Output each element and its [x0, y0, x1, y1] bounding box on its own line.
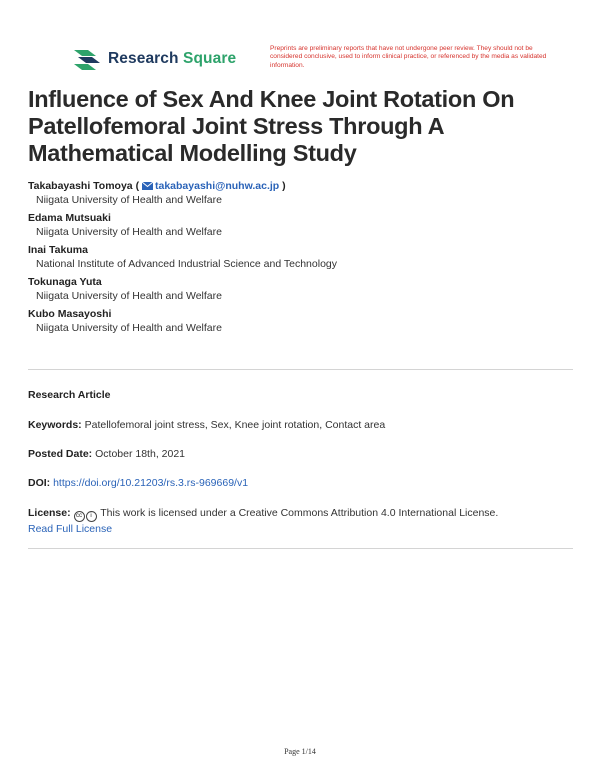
author-affiliation: Niigata University of Health and Welfare — [36, 226, 222, 238]
author-name: Tokunaga Yuta — [28, 276, 102, 288]
license: License: cc i This work is licensed under a Creative Commons Attribution 4.0 International License. Read Full License — [28, 507, 499, 535]
paper-title: Influence of Sex And Knee Joint Rotation On Patellofemoral Joint Stress Through A Mathematical Modelling Study — [28, 86, 515, 166]
author-name: Takabayashi Tomoya ( takabayashi@nuhw.ac.jp ) — [28, 180, 286, 192]
author-affiliation: National Institute of Advanced Industrial Science and Technology — [36, 258, 338, 270]
by-icon: i — [86, 511, 97, 522]
page-number: Page 1/14 — [284, 747, 316, 756]
author-name: Kubo Masayoshi — [28, 308, 112, 320]
research-square-logo-icon — [72, 46, 102, 72]
author-affiliation: Niigata University of Health and Welfare — [36, 290, 222, 302]
divider — [28, 548, 573, 549]
divider — [28, 369, 573, 370]
cc-icon: cc — [74, 511, 85, 522]
doi-link[interactable]: https://doi.org/10.21203/rs.3.rs-969669/v1 — [53, 477, 249, 489]
author-name: Edama Mutsuaki — [28, 212, 111, 224]
author-affiliation: Niigata University of Health and Welfare — [36, 322, 222, 334]
article-type: Research Article — [28, 389, 111, 401]
author-name: Inai Takuma — [28, 244, 88, 256]
research-square-logo — [72, 46, 236, 72]
author-email[interactable]: ( takabayashi@nuhw.ac.jp ) — [135, 180, 286, 192]
mail-icon — [142, 182, 153, 190]
doi: DOI: https://doi.org/10.21203/rs.3.rs-969669/v1 — [28, 477, 249, 489]
preprint-notice: Preprints are preliminary reports that have not undergone peer review. They should not be considered conclusive, used to inform clinical practice, or referenced by the media as validated information. — [270, 45, 547, 69]
keywords: Keywords: Patellofemoral joint stress, Sex, Knee joint rotation, Contact area — [28, 419, 386, 431]
read-full-license-link[interactable]: Read Full License — [28, 523, 113, 535]
posted-date: Posted Date: October 18th, 2021 — [28, 448, 186, 460]
logo-wordmark: Research Square — [108, 50, 237, 67]
author-list — [28, 179, 568, 339]
author-affiliation: Niigata University of Health and Welfare — [36, 194, 222, 206]
